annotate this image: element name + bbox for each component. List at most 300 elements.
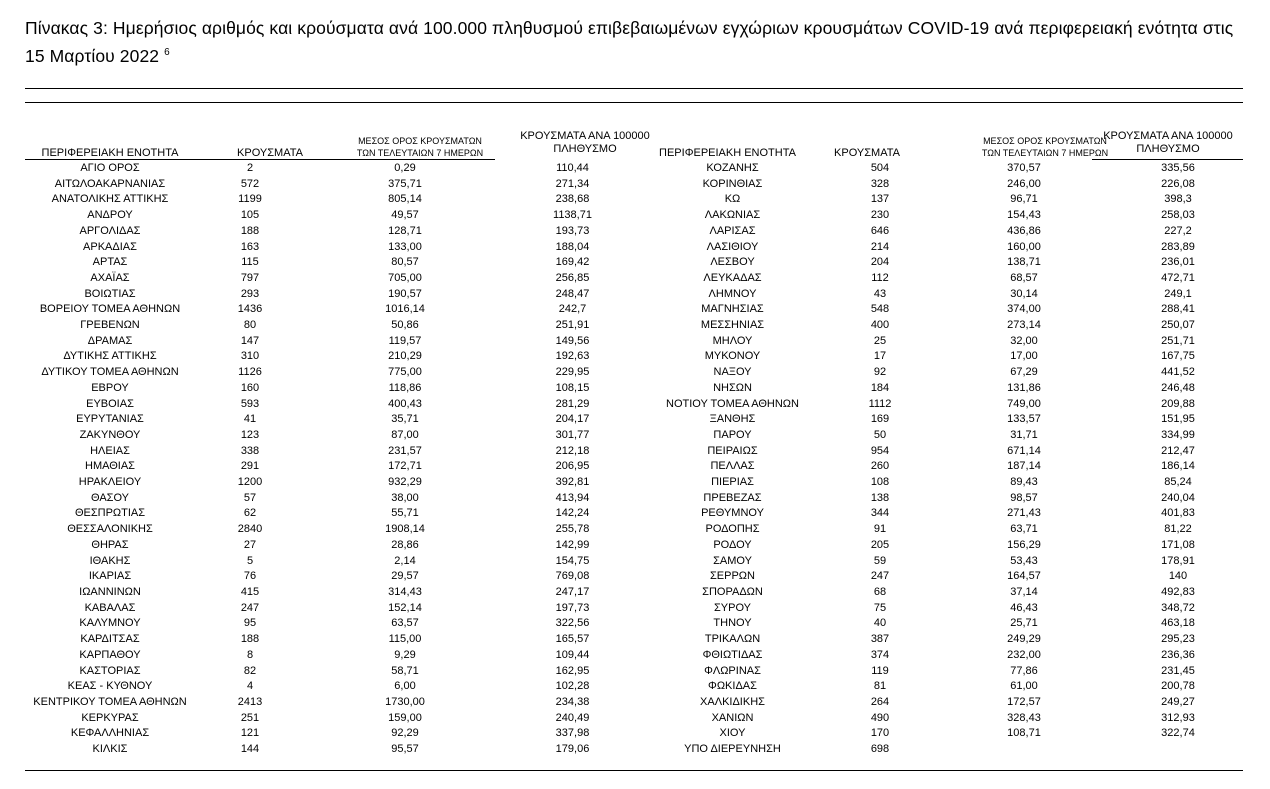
cell-cases-left: 82 [243,664,257,677]
cell-region-right: ΝΗΣΩΝ [713,381,752,394]
cell-region-right: ΡΟΔΟΠΗΣ [705,523,760,536]
cell-avg7-left: 210,29 [388,350,422,363]
cell-avg7-left: 58,71 [391,664,419,677]
cell-cases-right: 214 [870,240,890,253]
table-row [25,192,1243,208]
table-row [25,616,1243,632]
cell-cases-right: 68 [873,585,887,598]
cell-region-left: ΑΓΙΟ ΟΡΟΣ [80,162,140,174]
cell-cases-left: 797 [240,271,260,284]
cell-region-left: ΙΚΑΡΙΑΣ [88,570,132,583]
table-row [25,444,1243,460]
cell-per100k-left: 337,98 [555,727,590,740]
cell-region-left: ΒΟΙΩΤΙΑΣ [84,287,136,300]
cell-region-left: ΚΑΒΑΛΑΣ [84,601,136,614]
cell-avg7-right: 671,14 [1007,444,1041,457]
table-row [25,287,1243,303]
cell-cases-left: 8 [246,648,254,661]
cell-per100k-left: 413,94 [555,491,590,504]
cell-per100k-right: 348,72 [1161,601,1195,614]
cell-region-right: ΚΟΡΙΝΘΙΑΣ [702,177,763,190]
table-row [25,381,1243,397]
cell-cases-right: 40 [873,617,887,630]
cell-region-right: ΤΗΝΟΥ [713,617,752,630]
table-row [25,208,1243,224]
cell-region-left: ΑΝΔΡΟΥ [87,209,133,222]
cell-avg7-right: 68,57 [1010,271,1038,284]
cell-per100k-left: 109,44 [555,648,590,661]
cell-avg7-left: 231,57 [388,444,422,457]
cell-region-right: ΚΩ [724,193,741,206]
cell-per100k-left: 255,78 [555,523,590,536]
cell-per100k-left: 769,08 [555,570,590,583]
cell-avg7-right: 98,57 [1010,491,1038,504]
cell-cases-right: 264 [870,695,890,708]
cell-avg7-left: 63,57 [391,617,419,630]
cell-region-left: ΑΡΤΑΣ [92,256,128,269]
header-per100k-right-line1: ΚΡΟΥΣΜΑΤΑ ΑΝΑ 100000 [1103,130,1233,142]
cell-region-left: ΗΡΑΚΛΕΙΟΥ [78,476,142,489]
cell-per100k-right: 240,04 [1161,491,1195,504]
cell-avg7-right: 172,57 [1007,695,1041,708]
cell-region-left: ΚΕΑΣ - ΚΥΘΝΟΥ [67,680,153,693]
cell-cases-right: 184 [870,381,890,394]
cell-per100k-right: 251,71 [1161,334,1195,347]
cell-cases-left: 247 [240,601,260,614]
cell-cases-left: 5 [246,554,254,567]
cell-cases-left: 123 [240,428,260,441]
cell-region-right: ΞΑΝΘΗΣ [709,413,756,426]
cell-avg7-left: 133,00 [388,240,422,253]
cell-cases-right: 504 [870,162,890,174]
cell-cases-right: 400 [870,319,890,332]
cell-region-right: ΦΘΙΩΤΙΔΑΣ [702,648,763,661]
header-per100k-right-line2: ΠΛΗΘΥΣΜΟ [1136,143,1200,155]
cell-avg7-left: 1908,14 [385,523,425,536]
cell-avg7-left: 190,57 [388,287,422,300]
cell-cases-left: 163 [240,240,260,253]
cell-avg7-left: 1016,14 [385,303,425,316]
cell-region-left: ΚΕΝΤΡΙΚΟΥ ΤΟΜΕΑ ΑΘΗΝΩΝ [33,695,187,708]
cell-region-left: ΗΜΑΘΙΑΣ [85,460,135,473]
cell-cases-right: 17 [873,350,887,363]
cell-per100k-left: 197,73 [555,601,590,614]
cell-per100k-left: 154,75 [555,554,590,567]
header-per100k-right [1068,130,1268,156]
table-row [25,585,1243,601]
cell-region-right: ΜΥΚΟΝΟΥ [704,350,761,363]
cell-region-left: ΗΛΕΙΑΣ [90,444,130,457]
cell-avg7-right: 271,43 [1007,507,1041,520]
cell-region-left: ΘΗΡΑΣ [91,538,129,551]
cell-avg7-right: 246,00 [1007,177,1041,190]
cell-per100k-left: 169,42 [555,256,590,269]
cell-region-right: ΛΕΥΚΑΔΑΣ [703,271,762,284]
cell-region-right: ΠΕΛΛΑΣ [710,460,755,473]
cell-region-left: ΚΑΡΠΑΘΟΥ [79,648,141,661]
top-rule [25,88,1243,89]
cell-cases-right: 247 [870,570,890,583]
cell-avg7-right: 53,43 [1010,554,1038,567]
cell-region-right: ΣΠΟΡΑΔΩΝ [702,585,763,598]
cell-per100k-right [1113,742,1243,758]
cell-cases-right: 169 [870,413,890,426]
cell-cases-left: 80 [243,319,257,332]
cell-cases-left: 57 [243,491,257,504]
cell-per100k-right: 81,22 [1164,523,1192,536]
cell-avg7-left: 118,86 [388,381,422,394]
cell-cases-left: 2413 [237,695,263,708]
cell-cases-left: 160 [240,381,260,394]
cell-cases-left: 1436 [237,303,263,316]
table-row [25,428,1243,444]
cell-avg7-right: 164,57 [1007,570,1041,583]
cell-region-right: ΧΑΝΙΩΝ [711,711,754,724]
cell-region-left: ΚΑΡΔΙΤΣΑΣ [80,633,140,646]
cell-cases-right: 260 [870,460,890,473]
cell-per100k-right: 288,41 [1161,303,1195,316]
cell-per100k-right: 463,18 [1161,617,1195,630]
cell-per100k-right: 167,75 [1161,350,1195,363]
table-row [25,255,1243,271]
table-caption [25,14,1250,70]
cell-cases-right: 954 [870,444,890,457]
cell-per100k-right: 401,83 [1161,507,1195,520]
table-row [25,271,1243,287]
cell-per100k-right: 441,52 [1161,366,1195,379]
cell-avg7-left: 932,29 [388,476,422,489]
cell-cases-left: 105 [240,209,260,222]
cell-avg7-left: 705,00 [388,271,422,284]
table-row [25,177,1243,193]
cell-region-right: ΣΑΜΟΥ [713,554,752,567]
cell-region-left: ΑΡΚΑΔΙΑΣ [83,240,137,253]
cell-region-right: ΛΑΚΩΝΙΑΣ [704,209,761,222]
cell-avg7-right: 30,14 [1010,287,1038,300]
table-row [25,412,1243,428]
cell-per100k-left: 248,47 [555,287,590,300]
table-row [25,349,1243,365]
cell-avg7-right: 436,86 [1007,224,1041,237]
cell-cases-right: 92 [873,366,887,379]
table-row [25,664,1243,680]
cell-per100k-left: 108,15 [555,381,590,394]
cell-region-left: ΑΡΓΟΛΙΔΑΣ [79,224,141,237]
cell-region-left: ΔΥΤΙΚΟΥ ΤΟΜΕΑ ΑΘΗΝΩΝ [41,366,179,379]
table-header [25,127,1243,160]
cell-region-left: ΚΕΦΑΛΛΗΝΙΑΣ [70,727,150,740]
cell-avg7-right: 32,00 [1010,334,1038,347]
cell-per100k-right: 492,83 [1161,585,1195,598]
cell-cases-left: 2 [246,162,254,174]
cell-avg7-right: 31,71 [1010,428,1038,441]
table-row [25,695,1243,711]
second-rule [25,102,1243,103]
cell-region-right: ΡΕΘΥΜΝΟΥ [701,507,764,520]
cell-avg7-left: 28,86 [391,538,419,551]
cell-avg7-left: 35,71 [391,413,419,426]
cell-avg7-right: 273,14 [1007,319,1041,332]
cell-avg7-right: 61,00 [1010,680,1038,693]
cell-region-left: ΒΟΡΕΙΟΥ ΤΟΜΕΑ ΑΘΗΝΩΝ [39,303,181,316]
cell-per100k-right: 295,23 [1161,633,1195,646]
cell-avg7-right: 154,43 [1007,209,1041,222]
cell-cases-left: 121 [240,727,260,740]
cell-region-left: ΕΒΡΟΥ [91,381,129,394]
cell-per100k-right: 322,74 [1161,727,1195,740]
cell-avg7-left: 80,57 [391,256,419,269]
cell-per100k-left: 229,95 [555,366,590,379]
cell-per100k-right: 151,95 [1161,413,1195,426]
cell-per100k-left: 281,29 [555,397,590,410]
cell-region-right: ΥΠΟ ΔΙΕΡΕΥΝΗΣΗ [684,743,781,756]
table-row [25,569,1243,585]
cell-per100k-right: 335,56 [1161,162,1195,174]
header-per100k-left-line2: ΠΛΗΘΥΣΜΟ [553,143,617,155]
cell-per100k-left: 192,63 [555,350,590,363]
header-avg-left-line2: ΤΩΝ ΤΕΛΕΥΤΑΙΩΝ 7 ΗΜΕΡΩΝ [356,148,484,158]
cell-region-left: ΘΑΣΟΥ [90,491,130,504]
table-row [25,742,1243,758]
cell-region-left: ΑΧΑΪΑΣ [90,271,130,284]
cell-avg7-left: 115,00 [388,633,422,646]
cell-per100k-right: 312,93 [1161,711,1195,724]
table-row [25,632,1243,648]
table-row [25,554,1243,570]
cell-per100k-right: 283,89 [1161,240,1195,253]
cell-region-left: ΓΡΕΒΕΝΩΝ [80,319,140,332]
cell-cases-left: 62 [243,507,257,520]
cell-cases-right: 205 [870,538,890,551]
cell-cases-left: 147 [240,334,260,347]
cell-per100k-left: 242,7 [558,303,587,316]
caption-text: Πίνακας 3: Ημερήσιος αριθμός και κρούσματα ανά 100.000 πληθυσμού επιβεβαιωμένων εγχώριων κρουσμάτων COVID-19 ανά περιφερειακή ενότητα στις 15 Μαρτίου 2022 [25,18,1234,66]
cell-per100k-right: 258,03 [1161,209,1195,222]
cell-region-left: ΖΑΚΥΝΘΟΥ [79,428,141,441]
footnote-marker: 6 [164,47,170,59]
cell-per100k-right: 226,08 [1161,177,1195,190]
cell-per100k-right: 227,2 [1164,224,1192,237]
cell-region-left: ΕΥΡΥΤΑΝΙΑΣ [76,413,144,426]
cell-region-right: ΜΕΣΣΗΝΙΑΣ [700,319,765,332]
table-row [25,648,1243,664]
table-row [25,397,1243,413]
cell-per100k-left: 212,18 [555,444,590,457]
cell-per100k-right: 472,71 [1161,271,1195,284]
cell-cases-right: 137 [870,193,890,206]
cell-avg7-left: 119,57 [388,334,422,347]
cell-avg7-left: 400,43 [388,397,422,410]
cell-per100k-left: 1138,71 [553,209,592,222]
table-row [25,538,1243,554]
cell-cases-right: 698 [870,743,890,756]
cell-region-right: ΧΑΛΚΙΔΙΚΗΣ [700,695,765,708]
cell-region-left: ΔΥΤΙΚΗΣ ΑΤΤΙΚΗΣ [63,350,157,363]
cell-region-left: ΘΕΣΠΡΩΤΙΑΣ [74,507,146,520]
header-region-right: ΠΕΡΙΦΕΡΕΙΑΚΗ ΕΝΟΤΗΤΑ [659,147,796,159]
cell-cases-left: 1200 [237,476,263,489]
header-avg-right-line1: ΜΕΣΟΣ ΟΡΟΣ ΚΡΟΥΣΜΑΤΩΝ [983,136,1107,146]
cell-per100k-left: 256,85 [555,271,590,284]
cell-per100k-left: 110,44 [556,162,589,174]
cell-avg7-right: 131,86 [1007,381,1041,394]
cell-per100k-left: 149,56 [555,334,590,347]
cell-region-right: ΠΑΡΟΥ [713,428,752,441]
cell-region-left: ΚΙΛΚΙΣ [92,743,128,756]
cell-per100k-right: 209,88 [1161,397,1195,410]
cell-per100k-left: 251,91 [555,319,590,332]
cell-cases-right: 50 [873,428,887,441]
header-per100k-left-line1: ΚΡΟΥΣΜΑΤΑ ΑΝΑ 100000 [520,130,650,142]
cell-cases-right: 91 [873,523,887,536]
table-row [25,522,1243,538]
cell-cases-left: 188 [240,633,260,646]
cell-cases-right: 43 [873,287,887,300]
cell-avg7-right: 77,86 [1010,664,1038,677]
cell-cases-left: 310 [240,350,260,363]
cell-cases-left: 593 [240,397,260,410]
cell-avg7-right: 749,00 [1007,397,1041,410]
cell-per100k-left: 247,17 [555,585,590,598]
cell-avg7-right: 249,29 [1007,633,1041,646]
table-row [25,365,1243,381]
cell-cases-right: 328 [870,177,890,190]
cell-cases-right: 108 [870,476,890,489]
cell-region-right: ΝΑΞΟΥ [713,366,752,379]
cell-cases-left: 415 [240,585,260,598]
cell-per100k-right: 246,48 [1161,381,1195,394]
cell-avg7-right: 370,57 [1007,162,1041,174]
cell-region-right: ΤΡΙΚΑΛΩΝ [704,633,761,646]
cell-per100k-left: 179,06 [555,743,590,756]
table-row [25,601,1243,617]
cell-per100k-left: 238,68 [555,193,590,206]
cell-cases-right: 112 [871,271,889,284]
cell-cases-right: 490 [870,711,890,724]
cell-cases-right: 230 [870,209,890,222]
cell-region-right: ΛΑΡΙΣΑΣ [709,224,756,237]
cell-region-right: ΣΕΡΡΩΝ [710,570,755,583]
cell-region-left: ΙΘΑΚΗΣ [89,554,131,567]
cell-avg7-left: 805,14 [388,193,422,206]
cell-per100k-left: 271,34 [555,177,590,190]
cell-cases-left: 338 [240,444,260,457]
cell-avg7-left: 6,00 [394,680,416,693]
cell-avg7-right: 133,57 [1007,413,1041,426]
cell-region-left: ΚΕΡΚΥΡΑΣ [81,711,139,724]
cell-avg7-right: 232,00 [1007,648,1041,661]
cell-per100k-right: 249,27 [1161,695,1195,708]
cell-region-left: ΔΡΑΜΑΣ [87,334,133,347]
cell-per100k-left: 301,77 [555,428,590,441]
cell-cases-right: 1112 [868,397,892,410]
cell-avg7-left: 49,57 [391,209,419,222]
cell-cases-left: 2840 [237,523,263,536]
cell-avg7-left: 29,57 [391,570,419,583]
cell-avg7-left: 128,71 [388,224,422,237]
header-region-left: ΠΕΡΙΦΕΡΕΙΑΚΗ ΕΝΟΤΗΤΑ [41,147,179,159]
cell-avg7-left: 775,00 [388,366,422,379]
cell-per100k-right: 236,36 [1161,648,1195,661]
cell-per100k-left: 142,99 [555,538,590,551]
bottom-rule [25,770,1243,771]
cell-avg7-right: 63,71 [1010,523,1038,536]
table-row [25,491,1243,507]
cell-per100k-left: 162,95 [555,664,590,677]
cell-cases-left: 251 [240,711,260,724]
cell-avg7-left: 92,29 [391,727,419,740]
table-body [25,161,1243,758]
table-row [25,240,1243,256]
cell-avg7-left: 152,14 [388,601,422,614]
cell-region-left: ΚΑΛΥΜΝΟΥ [79,617,141,630]
table-row [25,679,1243,695]
cell-region-right: ΧΙΟΥ [719,727,746,740]
cell-avg7-left: 55,71 [391,507,419,520]
cell-cases-right: 75 [873,601,887,614]
cell-region-left: ΑΙΤΩΛΟΑΚΑΡΝΑΝΙΑΣ [54,177,166,190]
table-row [25,711,1243,727]
cell-cases-right: 344 [870,507,890,520]
header-underline-left [25,159,495,160]
cell-per100k-left: 240,49 [555,711,590,724]
cell-per100k-right: 334,99 [1161,428,1195,441]
cell-avg7-right: 96,71 [1010,193,1038,206]
cell-per100k-right: 85,24 [1164,476,1192,489]
cell-avg7-left: 375,71 [388,177,422,190]
cell-avg7-right: 17,00 [1010,350,1038,363]
cell-region-right: ΝΟΤΙΟΥ ΤΟΜΕΑ ΑΘΗΝΩΝ [666,397,799,410]
cell-per100k-left: 165,57 [555,633,590,646]
cell-avg7-right: 46,43 [1010,601,1038,614]
cell-per100k-right: 212,47 [1161,444,1195,457]
table-row [25,459,1243,475]
cell-avg7-left: 159,00 [388,711,422,724]
cell-avg7-right: 328,43 [1007,711,1041,724]
cell-cases-right: 59 [873,554,887,567]
cell-per100k-left: 206,95 [555,460,590,473]
cell-avg7-right [935,742,1113,758]
cell-per100k-left: 102,28 [555,680,590,693]
cell-region-left: ΙΩΑΝΝΙΝΩΝ [79,585,141,598]
cell-avg7-left: 95,57 [391,743,419,756]
cell-region-right: ΛΑΣΙΘΙΟΥ [706,240,759,253]
cell-per100k-right: 178,91 [1161,554,1195,567]
cell-per100k-right: 140 [1168,570,1188,583]
cell-avg7-left: 2,14 [394,554,416,567]
cell-region-right: ΛΕΣΒΟΥ [710,256,755,269]
cell-per100k-left: 234,38 [555,695,590,708]
cell-avg7-left: 38,00 [391,491,419,504]
cell-region-left: ΚΑΣΤΟΡΙΑΣ [79,664,141,677]
cell-per100k-left: 142,24 [555,507,590,520]
cell-per100k-right: 250,07 [1161,319,1195,332]
cell-region-right: ΜΑΓΝΗΣΙΑΣ [701,303,764,316]
table-row [25,302,1243,318]
header-cases-right: ΚΡΟΥΣΜΑΤΑ [834,147,900,159]
cell-cases-left: 41 [243,413,257,426]
cell-per100k-left: 322,56 [555,617,590,630]
cell-cases-left: 1126 [238,366,262,379]
cell-region-left: ΑΝΑΤΟΛΙΚΗΣ ΑΤΤΙΚΗΣ [51,193,169,206]
cell-cases-left: 144 [240,743,260,756]
cell-cases-left: 4 [246,680,254,693]
cell-cases-left: 95 [243,617,257,630]
cell-avg7-left: 1730,00 [385,695,425,708]
cell-cases-right: 25 [873,334,887,347]
cell-cases-left: 572 [240,177,260,190]
table-row [25,224,1243,240]
